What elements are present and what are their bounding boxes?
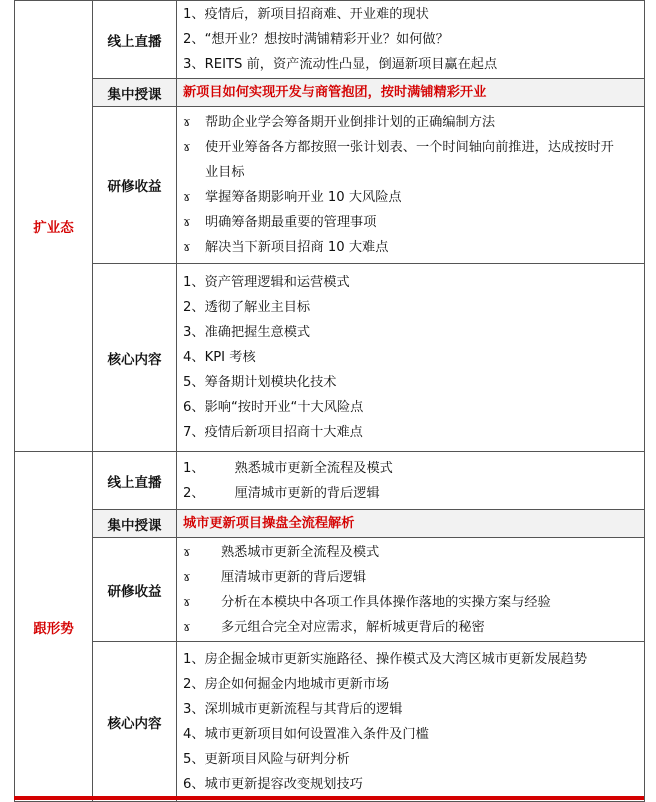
list-item: 1、资产管理逻辑和运营模式 xyxy=(183,275,350,290)
list-item: 6、影响“按时开业“十大风险点 xyxy=(183,400,364,415)
core-items xyxy=(177,264,645,452)
list-item: 1、房企掘金城市更新实施路径、操作模式及大湾区城市更新发展趋势 xyxy=(183,651,588,667)
taurus-bullet-icon: ɤ xyxy=(183,240,191,255)
list-item: 6、城市更新提容改变规划技巧 xyxy=(183,776,363,792)
list-item-continuation: 业目标 xyxy=(205,165,245,180)
list-item: 2、房企如何掘金内地城市更新市场 xyxy=(183,676,390,692)
list-item: ɤ 解决当下新项目招商 10 大难点 xyxy=(183,235,640,260)
taurus-bullet-icon: ɤ xyxy=(183,619,191,635)
row-label-training: 集中授课 xyxy=(93,510,177,538)
row-label-training: 集中授课 xyxy=(93,79,177,107)
section-title-kuoyetai: 扩业态 xyxy=(15,1,93,452)
list-item: ɤ 分析在本模块中各项工作具体操作落地的实操方案与经验 xyxy=(183,590,640,615)
taurus-bullet-icon: ɤ xyxy=(183,594,191,610)
row-core-2 xyxy=(15,642,645,802)
course-table xyxy=(14,0,645,802)
taurus-bullet-icon: ɤ xyxy=(183,544,191,560)
list-item: 2、 厘清城市更新的背后逻辑 xyxy=(183,485,380,501)
row-training-2 xyxy=(15,510,645,538)
section-title-genxingshi: 跟形势 xyxy=(15,452,93,802)
list-item: 3、REITS 前，资产流动性凸显，倒逼新项目赢在起点 xyxy=(183,57,498,72)
row-gains-2 xyxy=(15,538,645,642)
list-item: ɤ 使开业筹备各方都按照一张计划表、一个时间轴向前推进，达成按时开 xyxy=(183,135,640,160)
row-label-live: 线上直播 xyxy=(93,1,177,79)
core-items xyxy=(177,642,645,802)
training-cell xyxy=(177,79,645,107)
training-cell xyxy=(177,510,645,538)
gains-items xyxy=(177,107,645,264)
training-title: 城市更新项目操盘全流程解析 xyxy=(183,516,355,531)
live-items xyxy=(177,452,645,510)
list-item: 1、 熟悉城市更新全流程及模式 xyxy=(183,460,393,476)
gains-items xyxy=(177,538,645,642)
list-item: 5、更新项目风险与研判分析 xyxy=(183,751,350,767)
row-live-1 xyxy=(15,1,645,79)
row-label-live: 线上直播 xyxy=(93,452,177,510)
list-item: ɤ 熟悉城市更新全流程及模式 xyxy=(183,540,640,565)
list-item: ɤ 多元组合完全对应需求，解析城更背后的秘密 xyxy=(183,615,640,640)
training-title: 新项目如何实现开发与商管抱团，按时满铺精彩开业 xyxy=(183,85,487,100)
row-label-gains: 研修收益 xyxy=(93,538,177,642)
row-core-1 xyxy=(15,264,645,452)
row-training-1 xyxy=(15,79,645,107)
list-item: ɤ 厘清城市更新的背后逻辑 xyxy=(183,565,640,590)
list-item: 5、筹备期计划模块化技术 xyxy=(183,375,337,390)
list-item: 1、疫情后，新项目招商难、开业难的现状 xyxy=(183,7,429,22)
row-gains-1 xyxy=(15,107,645,264)
list-item: 3、深圳城市更新流程与其背后的逻辑 xyxy=(183,701,403,717)
list-item: 3、准确把握生意模式 xyxy=(183,325,311,340)
list-item: ɤ 明确筹备期最重要的管理事项 xyxy=(183,210,640,235)
taurus-bullet-icon: ɤ xyxy=(183,115,191,130)
list-item: 2、透彻了解业主目标 xyxy=(183,300,311,315)
row-label-core: 核心内容 xyxy=(93,264,177,452)
list-item: 4、KPI 考核 xyxy=(183,350,256,365)
bottom-divider xyxy=(14,796,644,800)
list-item: ɤ 帮助企业学会筹备期开业倒排计划的正确编制方法 xyxy=(183,110,640,135)
taurus-bullet-icon: ɤ xyxy=(183,190,191,205)
row-live-2 xyxy=(15,452,645,510)
taurus-bullet-icon: ɤ xyxy=(183,140,191,155)
list-item: ɤ 掌握筹备期影响开业 10 大风险点 xyxy=(183,185,640,210)
taurus-bullet-icon: ɤ xyxy=(183,569,191,585)
row-label-core: 核心内容 xyxy=(93,642,177,802)
list-item: 2、“想开业？想按时满铺精彩开业？如何做？ xyxy=(183,32,449,47)
row-label-gains: 研修收益 xyxy=(93,107,177,264)
live-items xyxy=(177,1,645,79)
taurus-bullet-icon: ɤ xyxy=(183,215,191,230)
list-item: 7、疫情后新项目招商十大难点 xyxy=(183,425,363,440)
list-item: 4、城市更新项目如何设置准入条件及门槛 xyxy=(183,726,429,742)
